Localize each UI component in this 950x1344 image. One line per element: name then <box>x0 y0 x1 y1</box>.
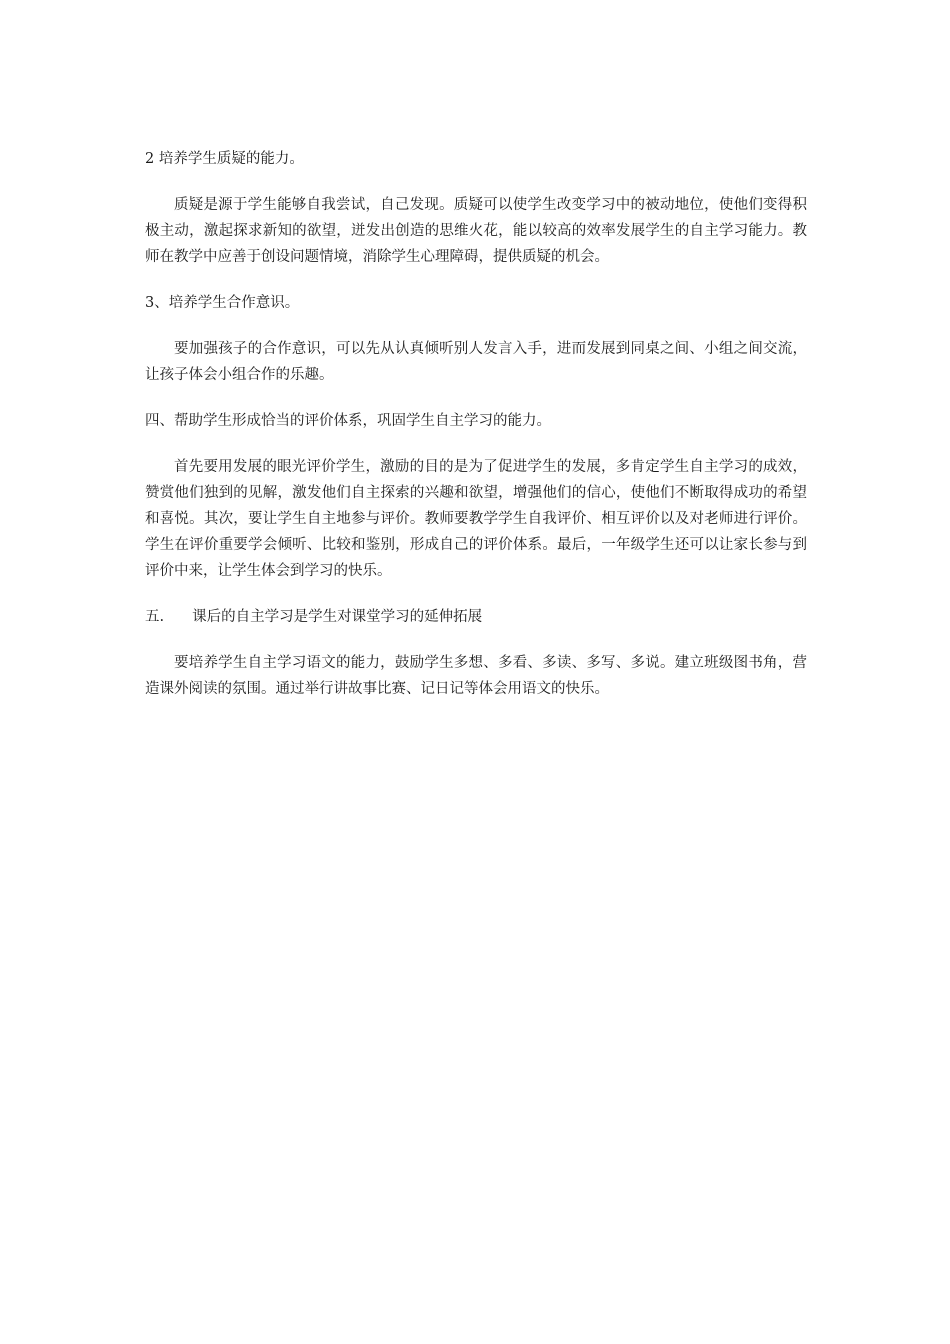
section-heading-cooperation: 3、培养学生合作意识。 <box>145 295 300 311</box>
section-heading-after-class <box>145 604 807 630</box>
section-heading-questioning: 2 培养学生质疑的能力。 <box>145 151 304 167</box>
section-paragraph-questioning: 质疑是源于学生能够自我尝试，自己发现。质疑可以使学生改变学习中的被动地位，使他们变得积极主动，激起探求新知的欲望，迸发出创造的思维火花，能以较高的效率发展学生的自主学习能力。教师在教学中应善于创设问题情境，消除学生心理障碍，提供质疑的机会。 <box>145 197 807 265</box>
document-body <box>145 146 807 722</box>
section-paragraph-after-class: 要培养学生自主学习语文的能力，鼓励学生多想、多看、多读、多写、多说。建立班级图书角，营造课外阅读的氛围。通过举行讲故事比赛、记日记等体会用语文的快乐。 <box>145 655 807 697</box>
section-heading-text: 课后的自主学习是学生对课堂学习的延伸拓展 <box>192 609 483 625</box>
section-paragraph-cooperation: 要加强孩子的合作意识，可以先从认真倾听别人发言入手，进而发展到同桌之间、小组之间交流，让孩子体会小组合作的乐趣。 <box>145 341 807 383</box>
section-heading-number: 五. <box>145 609 165 625</box>
section-heading-evaluation: 四、帮助学生形成恰当的评价体系，巩固学生自主学习的能力。 <box>145 413 551 429</box>
section-paragraph-evaluation: 首先要用发展的眼光评价学生，激励的目的是为了促进学生的发展，多肯定学生自主学习的成效，赞赏他们独到的见解，激发他们自主探索的兴趣和欲望，增强他们的信心，使他们不断取得成功的希望和喜悦。其次，要让学生自主地参与评价。教师要教学学生自我评价、相互评价以及对老师进行评价。学生在评价重要学会倾听、比较和鉴别，形成自己的评价体系。最后，一年级学生还可以让家长参与到评价中来，让学生体会到学习的快乐。 <box>145 459 807 579</box>
